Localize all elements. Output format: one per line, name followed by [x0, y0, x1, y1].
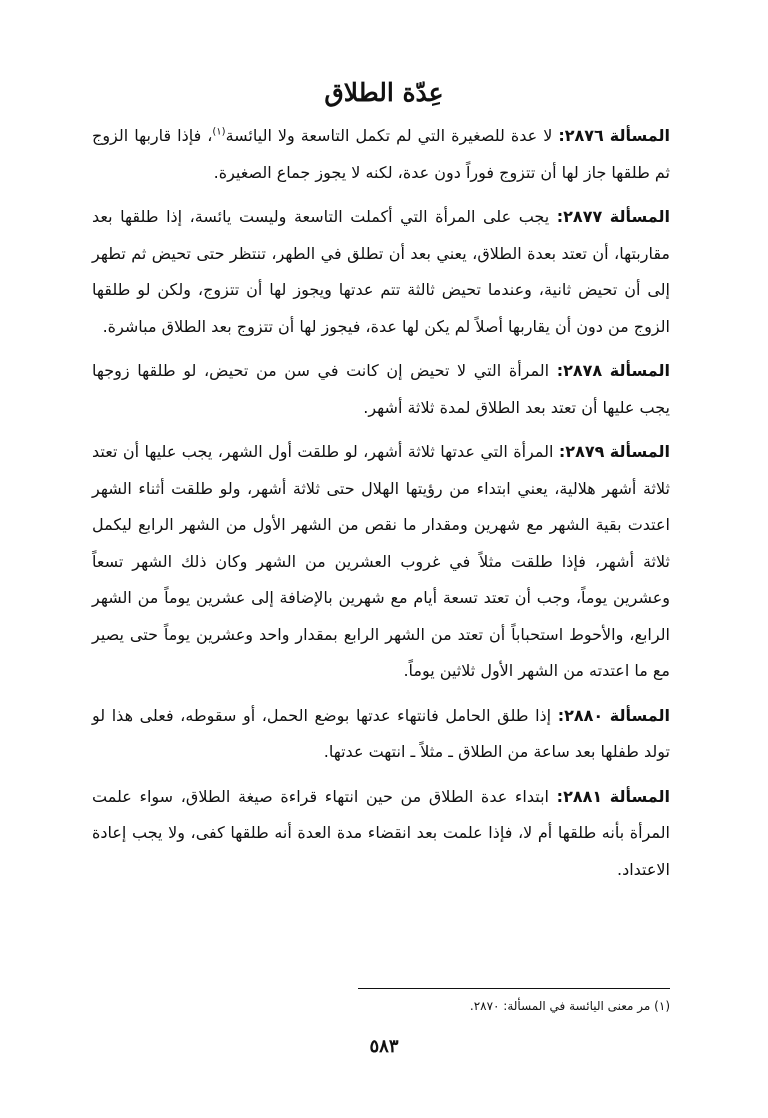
issue-paragraph	[92, 698, 670, 771]
issue-paragraph	[92, 353, 670, 426]
issue-label: المسألة	[609, 705, 670, 725]
main-text	[92, 118, 670, 896]
issue-number: ٢٨٧٨:	[556, 361, 603, 380]
issue-label: المسألة	[609, 361, 670, 380]
issue-text: ابتداء عدة الطلاق من حين انتهاء قراءة صيغة الطلاق، سواء علمت المرأة بأنه طلقها أم لا، فإذا علمت بعد انقضاء مدة العدة أنه طلقها كفى، ولا يجب إعادة الاعتداد.	[92, 786, 670, 879]
issue-label: المسألة	[609, 126, 671, 145]
footnote-divider	[358, 988, 670, 989]
issue-text: ، فإذا قاربها الزوج ثم طلقها جاز لها أن تتزوج فوراً دون عدة، لكنه لا يجوز جماع الصغيرة.	[92, 126, 670, 182]
issue-label: المسألة	[609, 442, 671, 461]
page-title: عِدّة الطلاق	[324, 78, 444, 107]
issue-text: لا عدة للصغيرة التي لم تكمل التاسعة ولا اليائسة	[225, 126, 559, 145]
issue-text: إذا طلق الحامل فانتهاء عدتها بوضع الحمل، أو سقوطه، فعلى هذا لو تولد طفلها بعد ساعة من الطلاق ـ مثلاً ـ انتهت عدتها.	[92, 705, 670, 761]
issue-number: ٢٨٧٦:	[558, 126, 604, 145]
issue-paragraph	[92, 199, 670, 345]
issue-text: يجب على المرأة التي أكملت التاسعة وليست يائسة، إذا طلقها بعد مقاربتها، أن تعتد بعدة الطلاق، يعني بعد أن تطلق في الطهر، تنتظر حتى تحيض ثم تطهر إلى أن تحيض ثانية، وعندما تحيض ثالثة تتم عدتها ويجوز لها أن تتزوج، ولكن لو طلقها الزوج من دون أن يقاربها أصلاً لم يكن لها عدة، فيجوز لها أن تتزوج بعد الطلاق مباشرة.	[92, 207, 670, 336]
issue-text: المرأة التي عدتها ثلاثة أشهر، لو طلقت أول الشهر، يجب عليها أن تعتد ثلاثة أشهر هلالية، يعني ابتداء من رؤيتها الهلال حتى ثلاثة أشهر، ولو طلقت أثناء الشهر اعتدت بقية الشهر مع شهرين ومقدار ما نقص من الشهر الأول من الشهر الرابع ليكمل ثلاثة أشهر، فإذا طلقت مثلاً في غروب العشرين من الشهر وكان ذلك الشهر تسعاً وعشرين يوماً، وجب أن تعتد تسعة أيام مع شهرين بالإضافة إلى عشرين يوماً من الشهر الرابع، والأحوط استحباباً أن تعتد من الشهر الرابع بمقدار واحد وعشرين يوماً حتى يصير مع ما اعتدته من الشهر الأول ثلاثين يوماً.	[92, 442, 670, 680]
issue-number: ٢٨٨٠:	[557, 705, 604, 725]
footnote-reference[interactable]: (١)	[212, 126, 226, 138]
issue-label: المسألة	[609, 786, 670, 806]
issue-label: المسألة	[609, 207, 670, 226]
issue-paragraph	[92, 118, 670, 191]
footnote: (١) مر معنى اليائسة في المسألة: ٢٨٧٠.	[469, 999, 670, 1013]
issue-number: ٢٨٨١:	[556, 786, 603, 806]
page-number: ٥٨٣	[369, 1036, 399, 1057]
issue-number: ٢٨٧٩:	[558, 442, 605, 461]
issue-number: ٢٨٧٧:	[556, 207, 603, 226]
issue-paragraph	[92, 434, 670, 690]
issue-text: المرأة التي لا تحيض إن كانت في سن من تحيض، لو طلقها زوجها يجب عليها أن تعتد بعد الطلاق لمدة ثلاثة أشهر.	[92, 361, 670, 417]
issue-paragraph	[92, 779, 670, 889]
